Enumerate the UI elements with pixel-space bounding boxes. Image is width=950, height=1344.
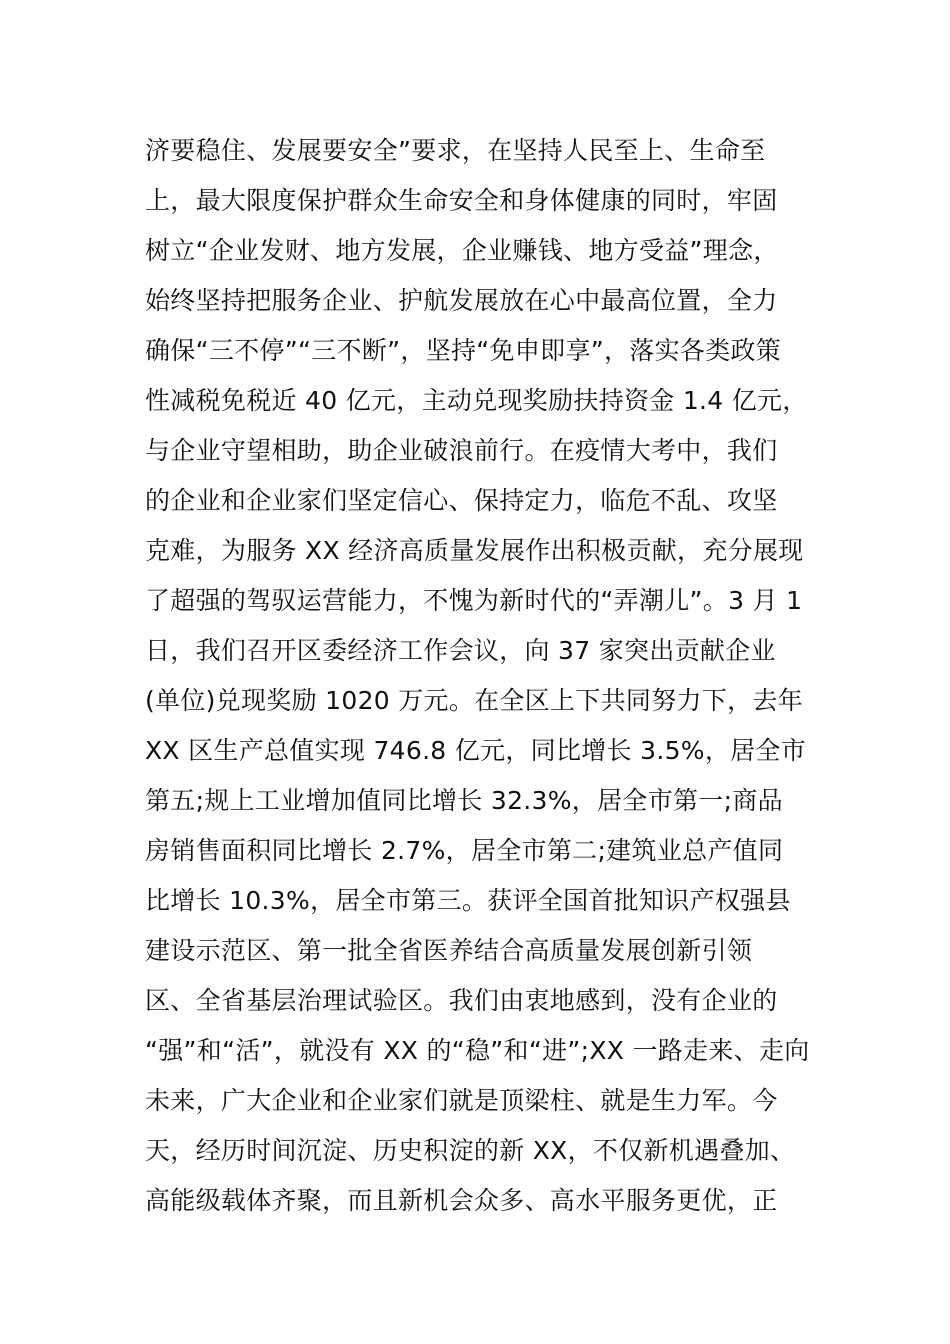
text-line: 上，最大限度保护群众生命安全和身体健康的同时，牢固 (145, 186, 778, 215)
text-line: 第五;规上工业增加值同比增长 32.3%，居全市第一;商品 (145, 786, 783, 815)
text-line: 克难，为服务 XX 经济高质量发展作出积极贡献，充分展现 (145, 536, 804, 565)
text-line: 日，我们召开区委经济工作会议，向 37 家突出贡献企业 (145, 636, 776, 665)
text-line: 了超强的驾驭运营能力，不愧为新时代的“弄潮儿”。3 月 1 (145, 586, 803, 615)
text-line: 性减税免税近 40 亿元，主动兑现奖励扶持资金 1.4 亿元， (145, 386, 808, 415)
text-line: XX 区生产总值实现 746.8 亿元，同比增长 3.5%，居全市 (145, 736, 807, 765)
text-line: 比增长 10.3%，居全市第三。获评全国首批知识产权强县 (145, 886, 791, 915)
text-line: 未来，广大企业和企业家们就是顶梁柱、就是生力军。今 (145, 1086, 778, 1115)
body-text (145, 126, 815, 1226)
text-line: 建设示范区、第一批全省医养结合高质量发展创新引领 (145, 936, 753, 965)
text-line: 与企业守望相助，助企业破浪前行。在疫情大考中，我们 (145, 436, 778, 465)
text-line: 的企业和企业家们坚定信心、保持定力，临危不乱、攻坚 (145, 486, 778, 515)
text-line: 确保“三不停”“三不断”，坚持“免申即享”，落实各类政策 (145, 336, 782, 365)
text-line: 区、全省基层治理试验区。我们由衷地感到，没有企业的 (145, 986, 778, 1015)
text-line: 高能级载体齐聚，而且新机会众多、高水平服务更优，正 (145, 1186, 778, 1215)
text-line: 始终坚持把服务企业、护航发展放在心中最高位置，全力 (145, 286, 778, 315)
text-line: 天，经历时间沉淀、历史积淀的新 XX，不仅新机遇叠加、 (145, 1136, 796, 1165)
text-line: (单位)兑现奖励 1020 万元。在全区上下共同努力下，去年 (145, 686, 804, 715)
text-line: 济要稳住、发展要安全”要求，在坚持人民至上、生命至 (145, 136, 766, 165)
text-line: “强”和“活”，就没有 XX 的“稳”和“进”;XX 一路走来、走向 (145, 1036, 810, 1065)
text-line: 房销售面积同比增长 2.7%，居全市第二;建筑业总产值同 (145, 836, 784, 865)
text-line: 树立“企业发财、地方发展，企业赚钱、地方受益”理念， (145, 236, 779, 265)
